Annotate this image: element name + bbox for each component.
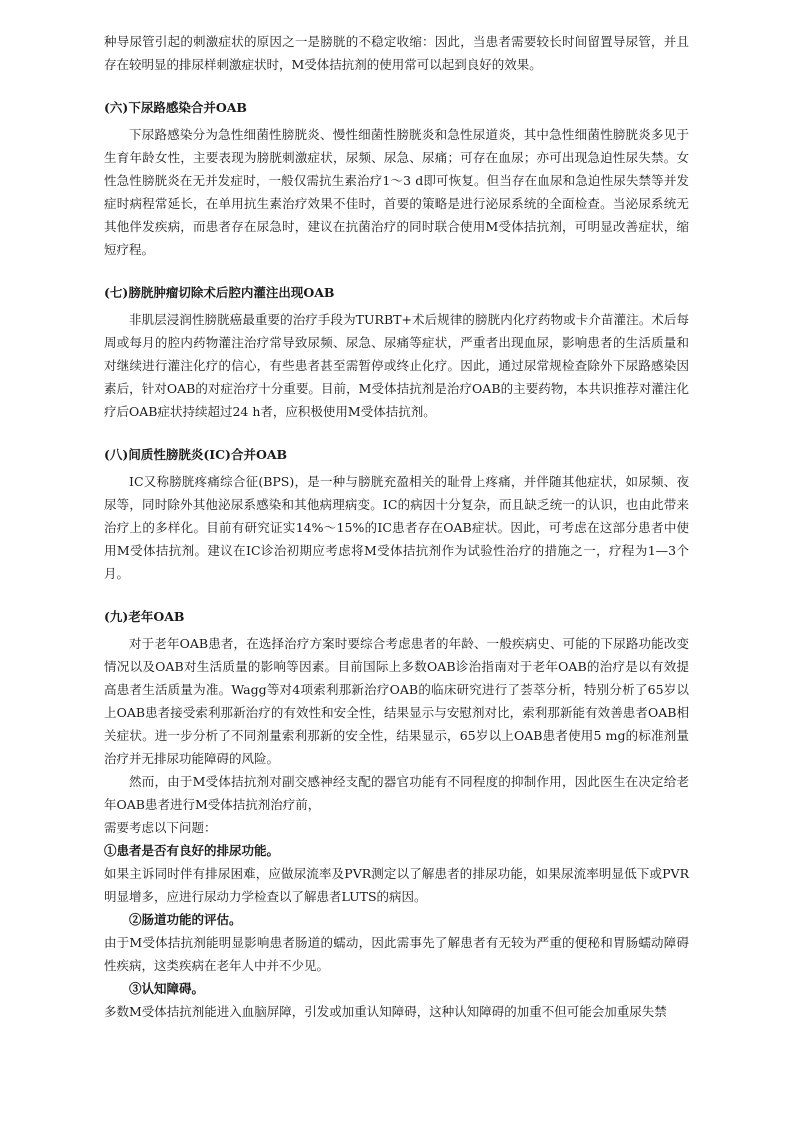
consideration-body: 由于M受体拮抗剂能明显影响患者肠道的蠕动，因此需事先了解患者有无较为严重的便秘和胃肠蠕动障碍性疾病，这类疾病在老年人中并不少见。 xyxy=(104,935,689,973)
intro-paragraph: 种导尿管引起的刺激症状的原因之一是膀胱的不稳定收缩：因此，当患者需要较长时间留置导尿管，并且存在较明显的排尿样刺激症状时，M受体拮抗剂的使用常可以起到良好的效果。 xyxy=(104,34,689,72)
consideration-title: ①患者是否有良好的排尿功能。 xyxy=(104,843,280,858)
consideration-body: 如果主诉同时伴有排尿困难，应做尿流率及PVR测定以了解患者的排尿功能，如果尿流率明显低下或PVR明显增多，应进行尿动力学检查以了解患者LUTS的病因。 xyxy=(104,866,689,904)
consideration-title: ③认知障碍。 xyxy=(129,981,205,996)
consideration-body: 多数M受体拮抗剂能进入血脑屏障，引发或加重认知障碍，这种认知障碍的加重不但可能会加重尿失禁 xyxy=(104,1004,667,1019)
section-paragraph: 下尿路感染分为急性细菌性膀胱炎、慢性细菌性膀胱炎和急性尿道炎，其中急性细菌性膀胱炎多见于生育年龄女性，主要表现为膀胱刺激症状，尿频、尿急、尿痛；可存在血尿；亦可出现急迫性尿失禁。女性急性膀胱炎在无并发症时，一般仅需抗生素治疗1～3 d即可恢复。但当存在血尿和急迫性尿失禁等并发症时病程常延长，在单用抗生素治疗效果不佳时，首要的策略是进行泌尿系统的全面检查。当泌尿系统无其他伴发疾病，而患者存在尿急时，建议在抗菌治疗的同时联合使用M受体拮抗剂，可明显改善症状，缩短疗程。 xyxy=(104,127,689,257)
consideration-title: ②肠道功能的评估。 xyxy=(129,912,242,927)
section-heading: (八)间质性膀胱炎(IC)合并OAB xyxy=(104,447,288,462)
section-elderly-oab xyxy=(104,605,689,816)
section-bladder-tumor-oab xyxy=(104,281,689,423)
section-paragraph: 非肌层浸润性膀胱癌最重要的治疗手段为TURBT+术后规律的膀胱内化疗药物或卡介苗灌注。术后每周或每月的腔内药物灌注治疗常导致尿频、尿急、尿痛等症状，严重者出现血尿，影响患者的生活质量和对继续进行灌注化疗的信心，有些患者甚至需暂停或终止化疗。因此，通过尿常规检查除外下尿路感染因素后，针对OAB的对症治疗十分重要。目前，M受体拮抗剂是治疗OAB的主要药物，本共识推荐对灌注化疗后OAB症状持续超过24 h者，应积极使用M受体拮抗剂。 xyxy=(104,312,689,419)
section-heading: (六)下尿路感染合并OAB xyxy=(104,100,247,115)
section-paragraph: 对于老年OAB患者，在选择治疗方案时要综合考虑患者的年龄、一般疾病史、可能的下尿路功能改变情况以及OAB对生活质量的影响等因素。目前国际上多数OAB诊治指南对于老年OAB的治疗是以有效提高患者生活质量为准。Wagg等对4项索利那新治疗OAB的临床研究进行了荟萃分析，特别分析了65岁以上OAB患者接受索利那新治疗的有效性和安全性，结果显示与安慰剂对比，索利那新能有效善患者OAB相关症状。进一步分析了不同剂量索利那新的安全性，结果显示，65岁以上OAB患者使用5 mg的标准剂量治疗并无排尿功能障碍的风险。 xyxy=(104,636,689,766)
considerations-lead: 需要考虑以下问题： xyxy=(104,820,217,835)
section-heading: (七)膀胱肿瘤切除术后腔内灌注出现OAB xyxy=(104,285,335,300)
section-uti-oab xyxy=(104,96,689,261)
section-paragraph: 然而，由于M受体拮抗剂对副交感神经支配的器官功能有不同程度的抑制作用，因此医生在决定给老年OAB患者进行M受体拮抗剂治疗前， xyxy=(104,774,689,812)
document-page xyxy=(104,30,689,1023)
considerations-list xyxy=(104,816,689,1023)
section-ic-oab xyxy=(104,443,689,585)
section-heading: (九)老年OAB xyxy=(104,609,185,624)
section-paragraph: IC又称膀胱疼痛综合征(BPS)，是一种与膀胱充盈相关的耻骨上疼痛，并伴随其他症状，如尿频、夜尿等，同时除外其他泌尿系感染和其他病理病变。IC的病因十分复杂，而且缺乏统一的认识，也由此带来治疗上的多样化。目前有研究证实14%～15%的IC患者存在OAB症状。因此，可考虑在这部分患者中使用M受体拮抗剂。建议在IC诊治初期应考虑将M受体拮抗剂作为试验性治疗的措施之一，疗程为1—3个月。 xyxy=(104,474,689,581)
